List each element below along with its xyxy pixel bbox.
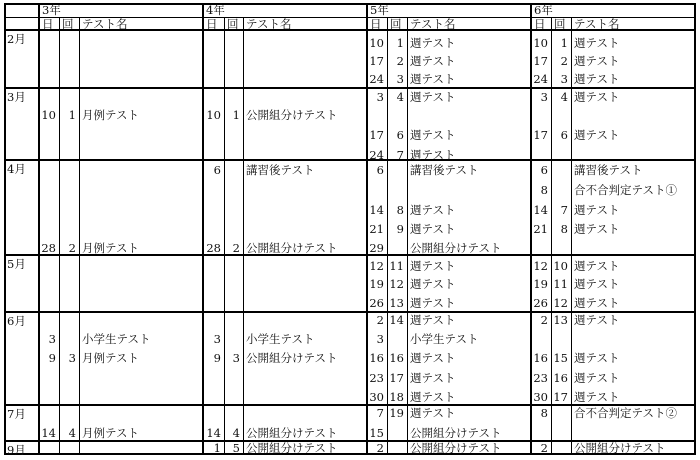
test-day: 24 (369, 72, 384, 86)
test-round: 13 (553, 313, 568, 327)
test-day: 21 (369, 222, 384, 236)
test-round: 4 (232, 426, 240, 440)
test-name: 週テスト (410, 222, 456, 236)
test-day: 3 (376, 332, 384, 346)
day-column-header: 日 (534, 17, 546, 31)
round-column-line (79, 17, 80, 455)
test-round: 17 (389, 371, 404, 385)
round-column-line (571, 17, 572, 455)
test-round: 11 (389, 259, 404, 273)
test-round: 15 (553, 351, 568, 365)
test-day: 30 (533, 390, 548, 404)
test-day: 10 (369, 36, 384, 50)
test-day: 16 (369, 351, 384, 365)
round-column-header: 回 (390, 17, 402, 31)
test-day: 17 (369, 128, 384, 142)
test-name: 月例テスト (82, 241, 140, 255)
test-day: 24 (369, 148, 384, 162)
test-day: 6 (540, 163, 548, 177)
test-name: 週テスト (410, 203, 456, 217)
test-day: 28 (41, 241, 56, 255)
test-name: 週テスト (410, 371, 456, 385)
test-round: 1 (68, 108, 76, 122)
test-name: 週テスト (410, 36, 456, 50)
month-label: 6月 (7, 314, 26, 328)
test-name: 週テスト (574, 90, 620, 104)
test-day: 3 (213, 332, 221, 346)
test-day: 10 (206, 108, 221, 122)
test-name: 公開組分けテスト (246, 441, 338, 455)
test-name: 公開組分けテスト (246, 351, 338, 365)
test-day: 3 (540, 90, 548, 104)
month-label: 2月 (7, 32, 26, 46)
test-round: 1 (232, 108, 240, 122)
test-round: 1 (396, 36, 404, 50)
test-name: 公開組分けテスト (574, 441, 666, 455)
test-round: 18 (389, 390, 404, 404)
round-column-line (407, 17, 408, 455)
test-day: 30 (369, 390, 384, 404)
test-name: 週テスト (410, 277, 456, 291)
test-name: 公開組分けテスト (246, 241, 338, 255)
test-round: 2 (68, 241, 76, 255)
test-day: 9 (48, 351, 56, 365)
test-day: 7 (376, 406, 384, 420)
test-name: 週テスト (574, 296, 620, 310)
test-round: 16 (553, 371, 568, 385)
test-day: 19 (533, 277, 548, 291)
test-round: 3 (232, 351, 240, 365)
test-name: 公開組分けテスト (410, 241, 502, 255)
test-round: 14 (389, 313, 404, 327)
test-round: 8 (560, 222, 568, 236)
test-name: 週テスト (574, 72, 620, 86)
test-name: 週テスト (410, 406, 456, 420)
test-day: 19 (369, 277, 384, 291)
test-name: 月例テスト (82, 108, 140, 122)
test-name-column-header: テスト名 (574, 17, 620, 31)
test-name-column-header: テスト名 (246, 17, 292, 31)
month-label: 3月 (7, 90, 26, 104)
test-name: 週テスト (410, 296, 456, 310)
test-name: 週テスト (574, 351, 620, 365)
test-round: 7 (396, 148, 404, 162)
month-label: 9月 (7, 443, 26, 457)
test-name: 講習後テスト (574, 163, 643, 177)
test-round: 10 (553, 259, 568, 273)
test-name: 週テスト (410, 351, 456, 365)
test-name: 小学生テスト (246, 332, 315, 346)
month-divider-line (4, 87, 696, 89)
test-name: 週テスト (574, 203, 620, 217)
test-day: 6 (376, 163, 384, 177)
test-day: 14 (206, 426, 221, 440)
test-round: 4 (68, 426, 76, 440)
test-name: 週テスト (410, 54, 456, 68)
test-day: 8 (540, 183, 548, 197)
grade-header: 5年 (370, 3, 389, 17)
grade-header: 4年 (206, 3, 225, 17)
test-round: 6 (396, 128, 404, 142)
test-round: 17 (553, 390, 568, 404)
test-day: 10 (41, 108, 56, 122)
test-round: 19 (389, 406, 404, 420)
test-round: 6 (560, 128, 568, 142)
day-column-header: 日 (206, 17, 218, 31)
test-round: 4 (560, 90, 568, 104)
test-round: 12 (389, 277, 404, 291)
test-day: 3 (376, 90, 384, 104)
test-day: 2 (540, 441, 548, 455)
test-name: 週テスト (574, 313, 620, 327)
test-name-column-header: テスト名 (82, 17, 128, 31)
test-day: 6 (213, 163, 221, 177)
test-round: 9 (396, 222, 404, 236)
test-round: 7 (560, 203, 568, 217)
test-name: 週テスト (574, 259, 620, 273)
test-name: 週テスト (410, 259, 456, 273)
test-name: 小学生テスト (82, 332, 151, 346)
test-round: 13 (389, 296, 404, 310)
test-day: 17 (533, 54, 548, 68)
test-name: 週テスト (410, 128, 456, 142)
round-column-header: 回 (227, 17, 239, 31)
grade-column-border (202, 3, 204, 455)
test-name: 公開組分けテスト (246, 426, 338, 440)
test-day: 17 (369, 54, 384, 68)
test-day: 2 (376, 441, 384, 455)
test-name: 週テスト (574, 390, 620, 404)
test-day: 14 (369, 203, 384, 217)
test-day: 15 (369, 426, 384, 440)
test-day: 17 (533, 128, 548, 142)
month-column-border (38, 3, 40, 455)
test-name: 週テスト (410, 313, 456, 327)
test-day: 10 (533, 36, 548, 50)
test-day: 9 (213, 351, 221, 365)
test-round: 3 (68, 351, 76, 365)
test-day: 1 (213, 441, 221, 455)
day-column-line (224, 17, 225, 455)
test-day: 23 (369, 371, 384, 385)
month-label: 4月 (7, 162, 26, 176)
test-name: 週テスト (574, 371, 620, 385)
test-name: 週テスト (574, 54, 620, 68)
month-divider-line (4, 159, 696, 161)
test-name: 月例テスト (82, 426, 140, 440)
test-day: 2 (376, 313, 384, 327)
test-round: 2 (396, 54, 404, 68)
day-column-header: 日 (370, 17, 382, 31)
test-round: 5 (232, 441, 240, 455)
test-round: 2 (560, 54, 568, 68)
test-day: 14 (533, 203, 548, 217)
month-label: 7月 (7, 407, 26, 421)
test-round: 11 (553, 277, 568, 291)
day-column-line (59, 17, 60, 455)
round-column-line (243, 17, 244, 455)
grade-header: 6年 (534, 3, 553, 17)
test-day: 21 (533, 222, 548, 236)
test-name: 週テスト (410, 390, 456, 404)
test-day: 14 (41, 426, 56, 440)
grade-header: 3年 (42, 3, 61, 17)
test-round: 2 (232, 241, 240, 255)
test-round: 12 (553, 296, 568, 310)
test-name: 週テスト (410, 148, 456, 162)
test-name: 合不合判定テスト② (574, 406, 678, 420)
test-day: 16 (533, 351, 548, 365)
month-label: 5月 (7, 257, 26, 271)
test-name: 週テスト (574, 128, 620, 142)
test-round: 1 (560, 36, 568, 50)
test-name: 週テスト (574, 222, 620, 236)
test-name-column-header: テスト名 (410, 17, 456, 31)
test-round: 3 (560, 72, 568, 86)
day-column-header: 日 (42, 17, 54, 31)
test-day: 3 (48, 332, 56, 346)
test-day: 24 (533, 72, 548, 86)
test-round: 8 (396, 203, 404, 217)
test-name: 講習後テスト (410, 163, 479, 177)
test-round: 4 (396, 90, 404, 104)
test-day: 28 (206, 241, 221, 255)
test-day: 12 (533, 259, 548, 273)
round-column-header: 回 (554, 17, 566, 31)
test-day: 8 (540, 406, 548, 420)
test-day: 2 (540, 313, 548, 327)
test-name: 週テスト (574, 36, 620, 50)
test-name: 公開組分けテスト (246, 108, 338, 122)
test-day: 29 (369, 241, 384, 255)
test-name: 公開組分けテスト (410, 441, 502, 455)
test-round: 3 (396, 72, 404, 86)
test-name: 月例テスト (82, 351, 140, 365)
test-name: 週テスト (410, 72, 456, 86)
test-name: 週テスト (574, 277, 620, 291)
round-column-header: 回 (62, 17, 74, 31)
test-name: 週テスト (410, 90, 456, 104)
test-name: 公開組分けテスト (410, 426, 502, 440)
test-name: 合不合判定テスト① (574, 183, 678, 197)
test-round: 16 (389, 351, 404, 365)
test-day: 26 (369, 296, 384, 310)
test-name: 小学生テスト (410, 332, 479, 346)
test-name: 講習後テスト (246, 163, 315, 177)
test-day: 26 (533, 296, 548, 310)
test-day: 23 (533, 371, 548, 385)
test-day: 12 (369, 259, 384, 273)
